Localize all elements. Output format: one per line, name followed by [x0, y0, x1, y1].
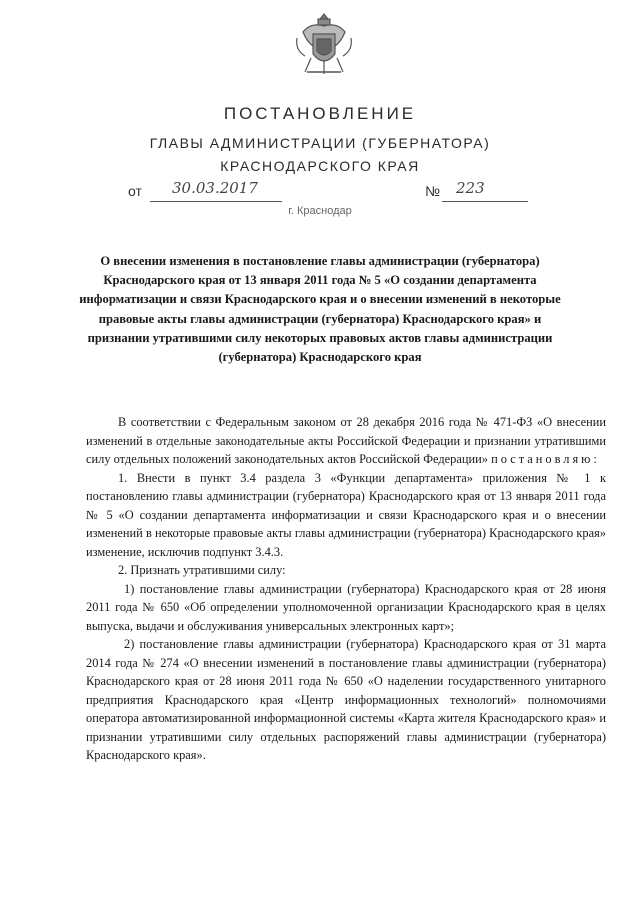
document-type-heading: ПОСТАНОВЛЕНИЕ: [223, 104, 417, 123]
issuing-city: г. Краснодар: [288, 205, 352, 217]
handwritten-number: 223: [456, 179, 485, 197]
item-2-1: 1) постановление главы администрации (губернатора) Краснодарского края от 28 июня 2011 года № 650 «Об определении уполномоченной организации Краснодарского края в целях выпуска, выдачи и обслуживания универсальных электронных карт»;: [86, 581, 606, 633]
item-2-2: 2) постановление главы администрации (губернатора) Краснодарского края от 31 марта 2014 года № 274 «О внесении изменений в постановление главы администрации (губернатора) Краснодарского края от 28 июня 2011 года № 650 «О наделении государственного унитарного предприятия Краснодарского края «Центр информационных технологий» полномочиями оператора автоматизированной информационной системы «Карта жителя Краснодарского края» и признании утратившими силу отдельных распоряжений главы администрации (губернатора) Краснодарского края».: [86, 637, 606, 762]
handwritten-date: 30.03.2017: [172, 179, 258, 197]
coat-of-arms-emblem: [293, 12, 355, 78]
date-label: от: [128, 183, 142, 199]
intro-text: В соответствии с Федеральным законом от 28 декабря 2016 года № 471-ФЗ «О внесении изменений в отдельные законодательные акты Российской Федерации и признании утратившими силу отдельных положений законодательных актов Российской Федерации»: [86, 415, 606, 466]
authority-heading-line1: ГЛАВЫ АДМИНИСТРАЦИИ (ГУБЕРНАТОРА): [149, 135, 491, 151]
date-number-line: [0, 179, 640, 207]
number-underline: [442, 201, 528, 202]
authority-heading-line2: КРАСНОДАРСКОГО КРАЯ: [220, 158, 420, 174]
document-body: [86, 413, 606, 765]
date-underline: [150, 201, 282, 202]
resolve-word: постановляю:: [491, 452, 600, 466]
document-title: О внесении изменения в постановление главы администрации (губернатора) Краснодарского края от 13 января 2011 года № 5 «О создании департамента информатизации и связи Краснодарского края и о внесении изменений в некоторые правовые акты главы администрации (губернатора) Краснодарского края» и признании утратившими силу некоторых правовых актов главы администрации (губернатора) Краснодарского края: [79, 254, 561, 365]
item-1: 1. Внести в пункт 3.4 раздела 3 «Функции департамента» приложения № 1 к постановлению главы администрации (губернатора) Краснодарского края от 13 января 2011 года № 5 «О создании департамента информатизации и связи Краснодарского края и о внесении изменений в некоторые правовые акты главы администрации (губернатора) Краснодарского края» изменение, исключив подпункт 3.4.3.: [86, 470, 606, 559]
intro-paragraph: [86, 413, 606, 469]
item-2: 2. Признать утратившими силу:: [118, 563, 286, 577]
number-label: №: [425, 183, 441, 199]
